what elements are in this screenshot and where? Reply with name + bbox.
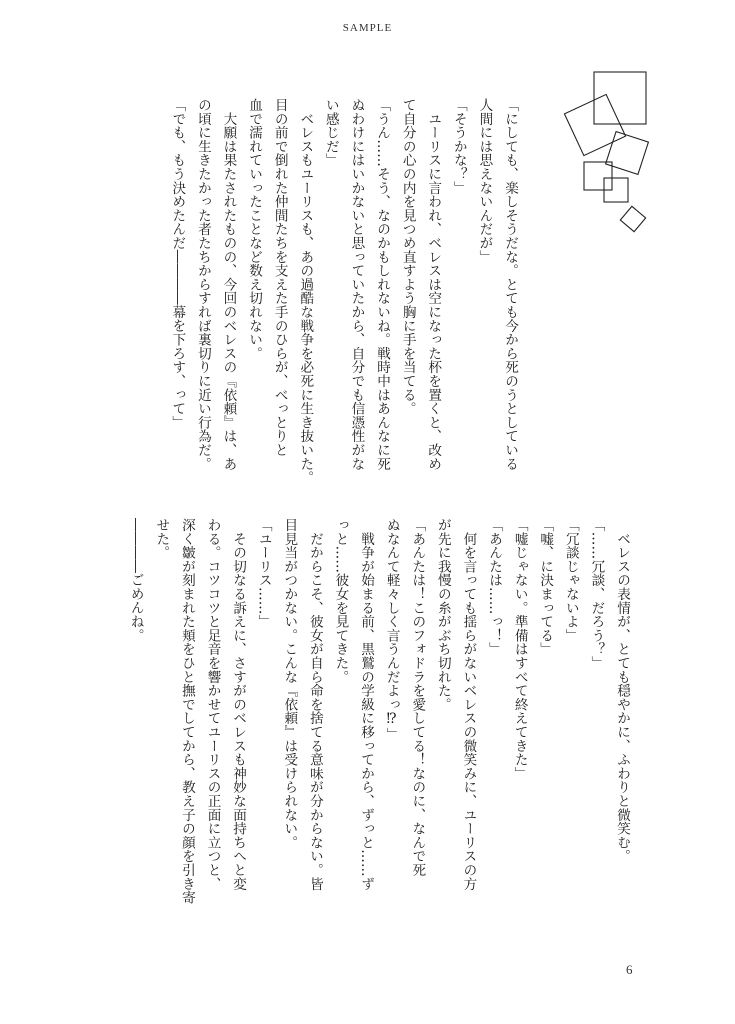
text-line: て自分の心の内を見つめ直すよう胸に手を当てる。 [399,98,416,416]
text-line: 「にしても、楽しそうだな。とても今から死のうとしている [502,98,518,471]
text-line: その切なる訴えに、さすがのベレスも神妙な面持ちへと変 [230,518,247,891]
text-line: ユーリスに言われ、ベレスは空になった杯を置くと、改め [425,98,442,471]
decor-square [584,162,612,190]
text-line: 人間には思えないんだが」 [476,98,493,264]
text-line: 目の前で倒れた仲間たちを支えた手のひらが、べっとりと [271,98,288,457]
text-line: 「嘘、に決まってる」 [537,518,554,656]
text-line: ベレスの表情が、とても穏やかに、ふわりと微笑む。 [614,518,630,863]
text-line: い感じだ」 [322,98,339,167]
lower-text-block [127,518,634,928]
text-line: だからこそ、彼女が自ら命を捨てる意味が分からない。皆 [306,518,323,891]
text-line: 「あんたは……っ！」 [486,518,503,656]
text-line: ――――ごめんね。 [127,518,144,643]
text-line: 戦争が始まる前、黒鷲の学級に移ってから、ずっと……ず [358,518,375,891]
text-line: 「うん……そう、なのかもしれないね。戦時中はあんなに死 [374,98,391,471]
decor-square [620,206,645,231]
text-line: 目見当がつかない。こんな『依頼』は受けられない。 [281,518,298,850]
text-line: 深く皺が刻まれた頬をひと撫でしてから、教え子の顔を引き寄 [178,518,195,905]
text-line: 「あんたは！このフォドラを愛してる！なのに、なんで死 [409,518,426,877]
text-line: 「そうかな？」 [450,98,467,195]
upper-text-block [169,98,522,508]
text-line: 「ユーリス……」 [255,518,272,629]
page-number: 6 [626,962,633,977]
text-line: せた。 [153,518,170,560]
text-line: の頃に生きたかった者たちからすれば裏切りに近い行為だ。 [194,98,211,471]
text-line: 「冗談じゃないよ」 [562,518,579,643]
text-line: 「……冗談、だろう？」 [588,518,605,670]
text-line: ベレスもユーリスも、あの過酷な戦争を必死に生き抜いた。 [297,98,314,485]
text-line: 大願は果たされたものの、今回のベレスの『依頼』は、あ [220,98,237,471]
decor-square [564,94,625,155]
decorative-squares [560,66,660,246]
text-line: ぬわけにはいかないと思っていたから、自分でも信憑性がな [348,98,365,471]
text-line: 「でも、もう決めたんだ――――幕を下ろす、って」 [169,98,186,430]
page-header: SAMPLE [342,22,393,34]
text-line: が先に我慢の糸がぶち切れた。 [434,518,451,712]
text-line: ぬなんて軽々しく言うんだよっ⁉」 [383,518,400,742]
text-line: っと……彼女を見てきた。 [332,518,349,684]
text-line: 「嘘じゃない。準備はすべて終えてきた」 [511,518,528,781]
text-line: 血で濡れていったことなど数え切れない。 [246,98,263,361]
text-line: 何を言っても揺らがないベレスの微笑みに、ユーリスの方 [460,518,477,891]
text-line: わる。コツコツと足音を響かせてユーリスの正面に立つと、 [204,518,221,891]
decor-square [594,72,646,124]
